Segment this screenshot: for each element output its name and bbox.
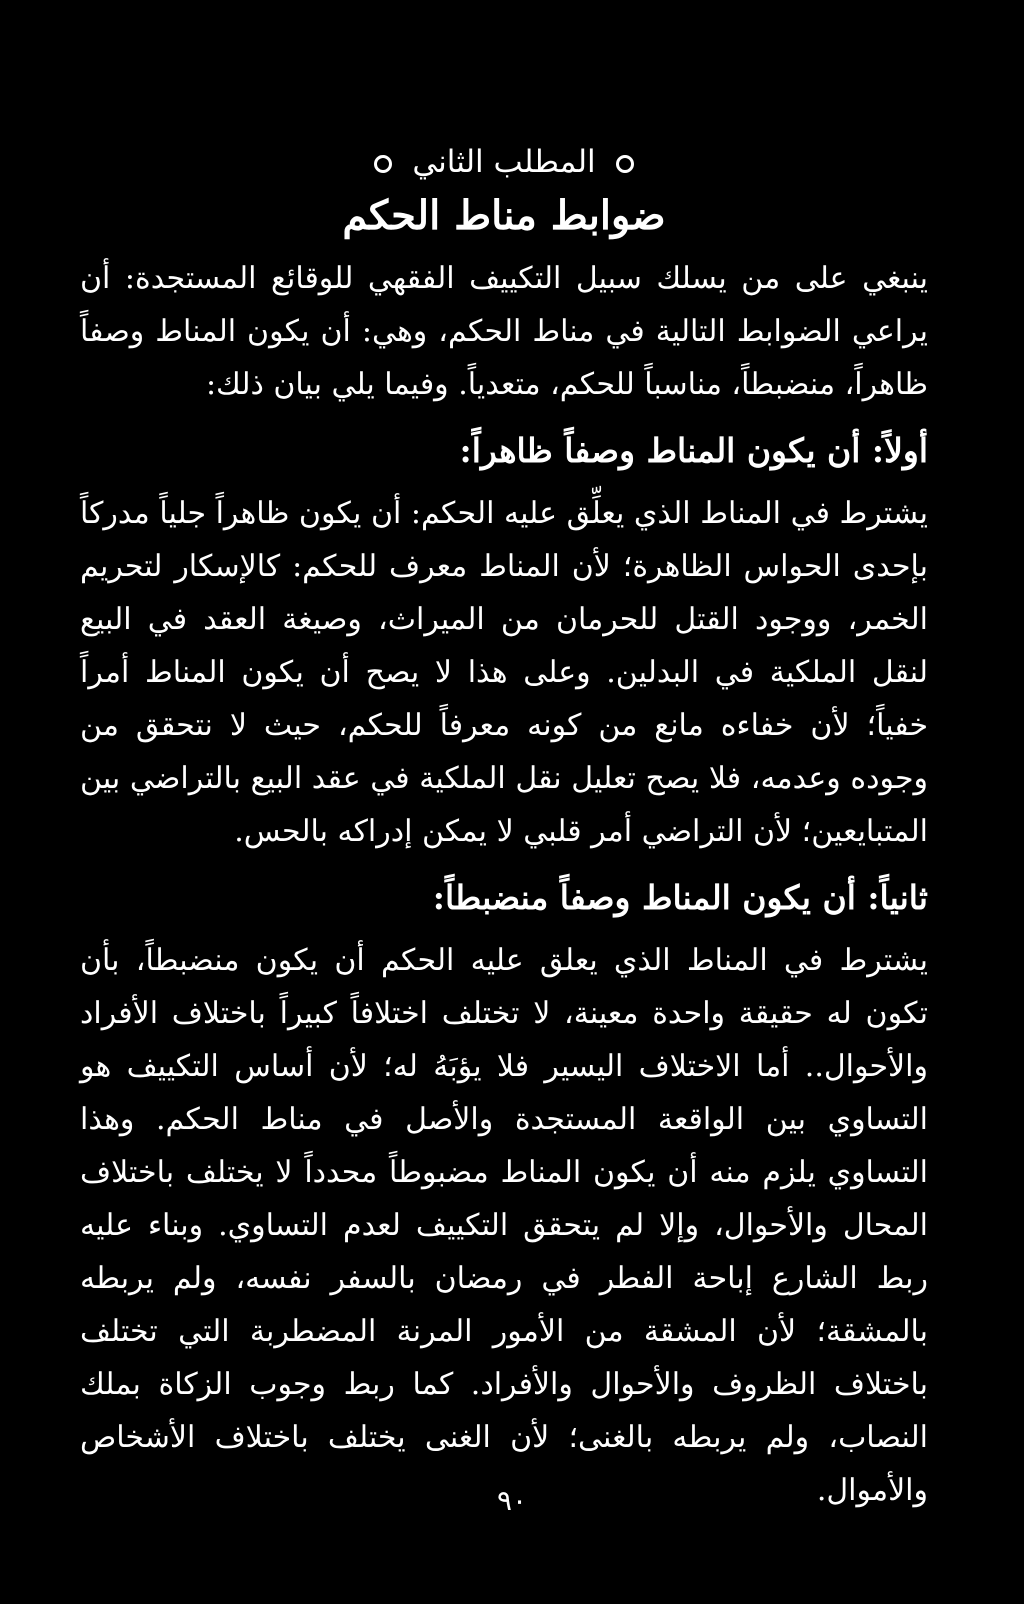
section-label bbox=[80, 140, 928, 184]
ring-ornament-right bbox=[616, 155, 634, 173]
ring-ornament-left bbox=[374, 155, 392, 173]
intro-paragraph: ينبغي على من يسلك سبيل التكييف الفقهي للوقائع المستجدة: أن يراعي الضوابط التالية في مناط الحكم، وهي: أن يكون المناط وصفاً ظاهراً، منضبطاً، مناسباً للحكم، متعدياً. وفيما يلي بيان ذلك: bbox=[80, 261, 928, 402]
section-1-body: يشترط في المناط الذي يعلِّق عليه الحكم: أن يكون ظاهراً جلياً مدركاً بإحدى الحواس الظاهرة؛ لأن المناط معرف للحكم: كالإسكار لتحريم الخمر، ووجود القتل للحرمان من الميراث، وصيغة العقد في البيع لنقل الملكية في البدلين. وعلى هذا لا يصح أن يكون المناط أمراً خفياً؛ لأن خفاءه مانع من كونه معرفاً للحكم، حيث لا نتحقق من وجوده وعدمه، فلا يصح تعليل نقل الملكية في عقد البيع بالتراضي بين المتبايعين؛ لأن التراضي أمر قلبي لا يمكن إدراكه بالحس. bbox=[80, 496, 929, 849]
section-label-text: المطلب الثاني bbox=[412, 144, 596, 180]
page-number: ٩٠ bbox=[496, 1484, 528, 1517]
section-2-body: يشترط في المناط الذي يعلق عليه الحكم أن يكون منضبطاً، بأن تكون له حقيقة واحدة معينة، لا تختلف اختلافاً كبيراً باختلاف الأفراد والأحوال.. أما الاختلاف اليسير فلا يؤبَهُ له؛ لأن أساس التكييف هو التساوي بين الواقعة المستجدة والأصل في مناط الحكم. وهذا التساوي يلزم منه أن يكون المناط مضبوطاً محدداً لا يختلف باختلاف المحال والأحوال، وإلا لم يتحقق التكييف لعدم التساوي. وبناء عليه ربط الشارع إباحة الفطر في رمضان بالسفر نفسه، ولم يربطه بالمشقة؛ لأن المشقة من الأمور المرنة المضطربة التي تختلف باختلاف الظروف والأحوال والأفراد. كما ربط وجوب الزكاة بملك النصاب، ولم يربطه بالغنى؛ لأن الغنى يختلف باختلاف الأشخاص والأموال. bbox=[80, 943, 928, 1508]
section-1-heading: أولاً: أن يكون المناط وصفاً ظاهراً: bbox=[459, 431, 928, 470]
document-page bbox=[80, 140, 928, 1517]
page-title: ضوابط مناط الحكم bbox=[342, 192, 666, 239]
section-2-heading: ثانياً: أن يكون المناط وصفاً منضبطاً: bbox=[432, 878, 928, 917]
